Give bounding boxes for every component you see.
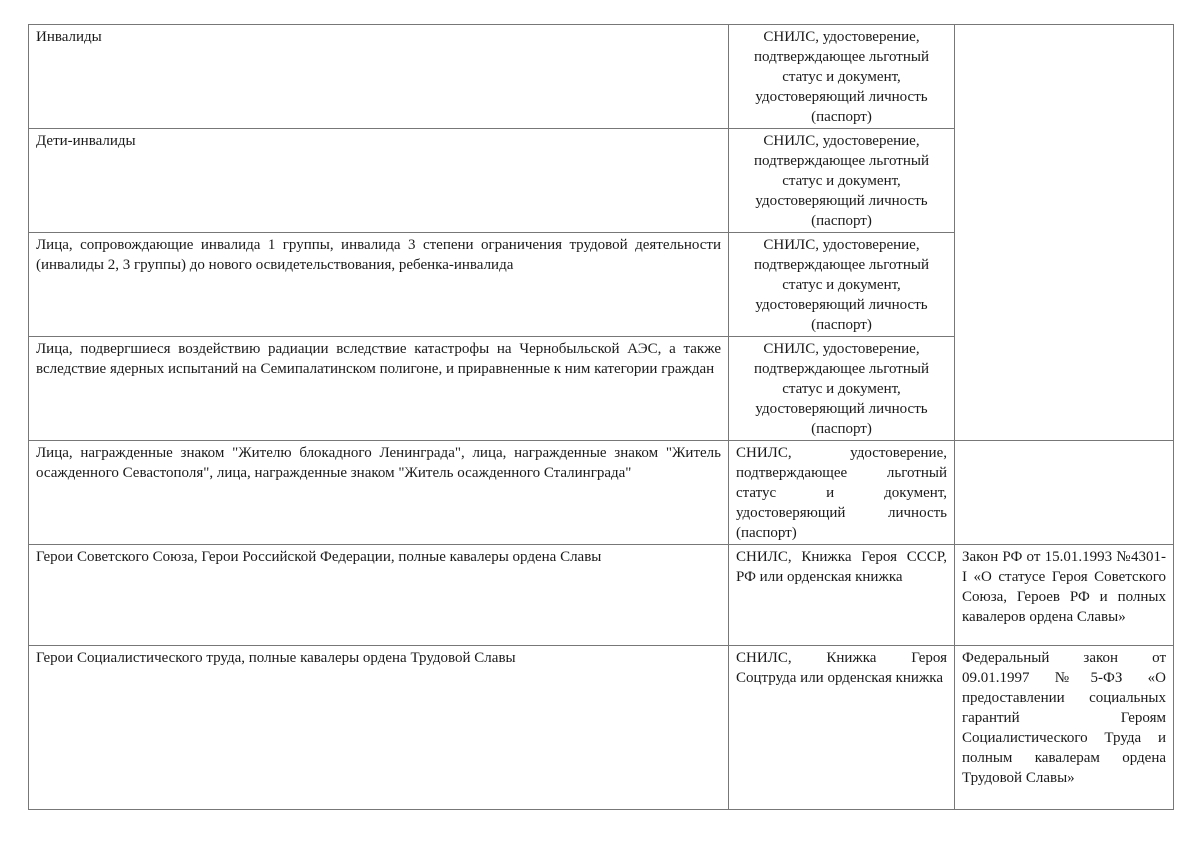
legal-basis-cell — [955, 25, 1174, 441]
category-cell: Лица, награжденные знаком "Жителю блокадного Ленинграда", лица, награжденные знаком "Житель осажденного Севастополя", лица, награжденные знаком "Житель осажденного Сталинграда" — [29, 441, 729, 545]
category-cell: Дети-инвалиды — [29, 129, 729, 233]
category-cell: Герои Советского Союза, Герои Российской Федерации, полные кавалеры ордена Славы — [29, 545, 729, 646]
category-cell: Инвалиды — [29, 25, 729, 129]
documents-cell: СНИЛС, удостоверение, подтверждающее льготный статус и документ, удостоверяющий личность (паспорт) — [729, 441, 955, 545]
table-row — [29, 25, 1174, 129]
table-row — [29, 545, 1174, 646]
table-row — [29, 646, 1174, 810]
legal-basis-cell: Закон РФ от 15.01.1993 №4301-I «О статусе Героя Советского Союза, Героев РФ и полных кавалеров ордена Славы» — [955, 545, 1174, 646]
benefits-documents-table — [28, 24, 1174, 810]
category-cell: Герои Социалистического труда, полные кавалеры ордена Трудовой Славы — [29, 646, 729, 810]
documents-cell: СНИЛС, Книжка Героя СССР, РФ или орденская книжка — [729, 545, 955, 646]
table-row — [29, 441, 1174, 545]
legal-basis-cell: Федеральный закон от 09.01.1997 №5-ФЗ «О предоставлении социальных гарантий Героям Социалистического Труда и полным кавалерам ордена Трудовой Славы» — [955, 646, 1174, 810]
category-cell: Лица, сопровождающие инвалида 1 группы, инвалида 3 степени ограничения трудовой деятельности (инвалиды 2, 3 группы) до нового освидетельствования, ребенка-инвалида — [29, 233, 729, 337]
documents-cell: СНИЛС, удостоверение, подтверждающее льготный статус и документ, удостоверяющий личность (паспорт) — [729, 129, 955, 233]
legal-basis-cell — [955, 441, 1174, 545]
documents-cell: СНИЛС, удостоверение, подтверждающее льготный статус и документ, удостоверяющий личность (паспорт) — [729, 233, 955, 337]
documents-cell: СНИЛС, удостоверение, подтверждающее льготный статус и документ, удостоверяющий личность (паспорт) — [729, 25, 955, 129]
category-cell: Лица, подвергшиеся воздействию радиации вследствие катастрофы на Чернобыльской АЭС, а также вследствие ядерных испытаний на Семипалатинском полигоне, и приравненные к ним категории граждан — [29, 337, 729, 441]
documents-cell: СНИЛС, Книжка Героя Соцтруда или орденская книжка — [729, 646, 955, 810]
documents-cell: СНИЛС, удостоверение, подтверждающее льготный статус и документ, удостоверяющий личность (паспорт) — [729, 337, 955, 441]
